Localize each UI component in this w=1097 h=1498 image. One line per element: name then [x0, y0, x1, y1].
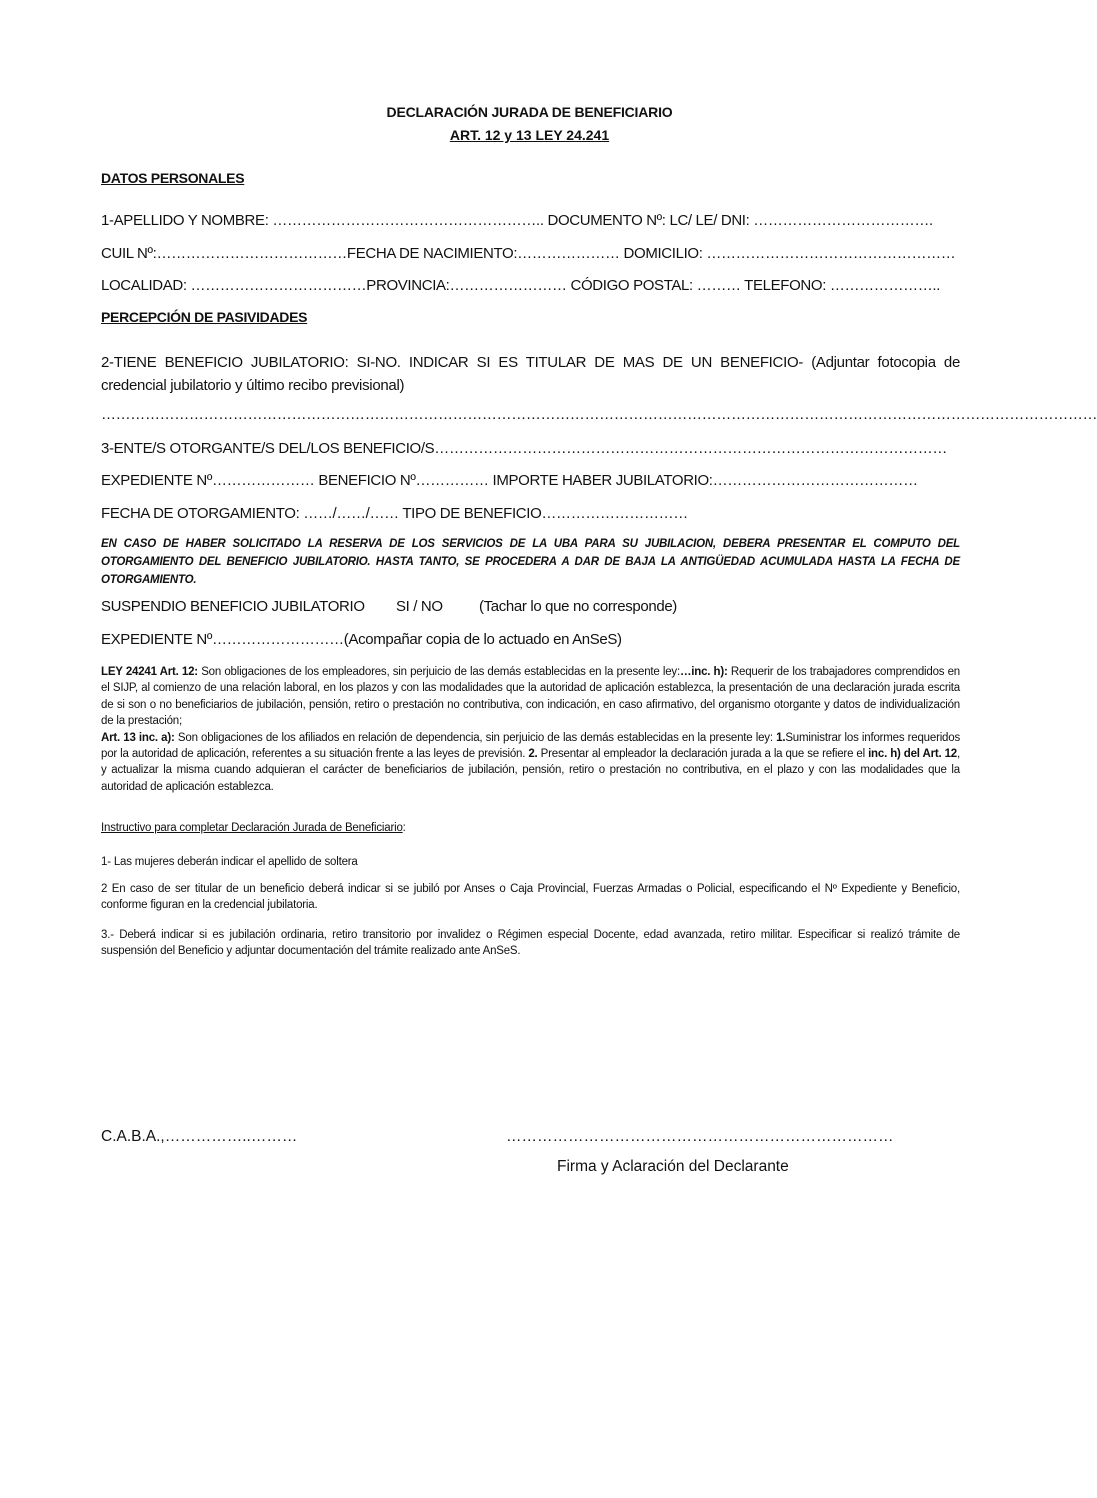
law-text-block — [101, 664, 960, 795]
field-line-expediente-anses: EXPEDIENTE Nº………………………(Acompañar copia de lo actuado en AnSeS) — [101, 631, 622, 648]
law-art13-n2: 2. — [528, 748, 538, 761]
field-line-cuil-nacimiento-domicilio: CUIL Nº:…………………………………FECHA DE NACIMIENTO:………………… DOMICILIO: …………………………………………… — [101, 245, 956, 262]
signature-place-date: C.A.B.A.,……………..……… — [101, 1128, 298, 1145]
law-art12-inc: …inc. h): — [679, 666, 728, 678]
document-subtitle: ART. 12 y 13 LEY 24.241 — [449, 127, 610, 143]
warning-notice: EN CASO DE HABER SOLICITADO LA RESERVA DE LOS SERVICIOS DE LA UBA PARA SU JUBILACION, DEBERA PRESENTAR EL COMPUTO DEL OTORGAMIENTO DEL BENEFICIO JUBILATORIO. HASTA TANTO, SE PROCEDERA A DAR DE BAJA LA ANTIGÜEDAD ACUMULADA HASTA LA FECHA DE OTORGAMIENTO. — [101, 538, 960, 586]
document-title: DECLARACIÓN JURADA DE BENEFICIARIO — [386, 104, 673, 120]
law-art13-text-c: Presentar al empleador la declaración jurada a la que se refiere el — [537, 748, 869, 761]
law-art13-text-d: , y actualizar la misma cuando adquieran el carácter de beneficiarios de jubilación, pensión, retiro o prestación no contributiva, en el plazo y con las modalidades que la autoridad de aplicación establezca. — [101, 748, 961, 793]
section-heading-percepcion: PERCEPCIÓN DE PASIVIDADES — [101, 309, 308, 325]
instructivo-item-1: 1- Las mujeres deberán indicar el apellido de soltera — [101, 856, 358, 868]
instructivo-heading-colon: : — [402, 822, 406, 834]
signature-caption: Firma y Aclaración del Declarante — [557, 1158, 789, 1175]
law-art12-text: Son obligaciones de los empleadores, sin perjuicio de las demás establecidas en la presente ley: — [197, 666, 680, 678]
field-line-expediente-beneficio: EXPEDIENTE Nº………………… BENEFICIO Nº…………… IMPORTE HABER JUBILATORIO:…………………………………… — [101, 472, 918, 489]
suspendio-label: SUSPENDIO BENEFICIO JUBILATORIO — [101, 598, 365, 615]
law-art13-label: Art. 13 inc. a): — [101, 731, 175, 744]
field-line-nombre-documento: 1-APELLIDO Y NOMBRE: ……………………………………………….. DOCUMENTO Nº: LC/ LE/ DNI: ………………………………. — [101, 212, 933, 229]
field-line-fecha-otorgamiento: FECHA DE OTORGAMIENTO: ……/……/…… TIPO DE BENEFICIO………………………… — [101, 505, 688, 522]
suspendio-note: (Tachar lo que no corresponde) — [479, 598, 677, 615]
law-art12-text-b: Requerir de los trabajadores comprendidos en el SIJP, al comienzo de una relación laboral, en los plazos y con las modalidades que la autoridad de aplicación establezca, la presentación de una declaración jurada escrita de si son o no beneficiarios de jubilación, pensión, retiro o prestación no contributiva, con indicación, en caso afirmativo, del organismo otorgante y datos de individualización de la prestación; — [101, 666, 960, 728]
law-art12-label: LEY 24241 Art. 12: — [101, 666, 198, 678]
field-line-localidad-provincia-telefono: LOCALIDAD: ………………………………PROVINCIA:…………………… CÓDIGO POSTAL: ……… TELEFONO: ………………….. — [101, 277, 941, 294]
instructivo-heading-text: Instructivo para completar Declaración Jurada de Beneficiario — [101, 822, 403, 834]
item-2-beneficio-jubilatorio: 2-TIENE BENEFICIO JUBILATORIO: SI-NO. INDICAR SI ES TITULAR DE MAS DE UN BENEFICIO- (Adjuntar fotocopia de credencial jubilatorio y último recibo previsional) — [101, 354, 960, 394]
law-art13-n1: 1. — [776, 731, 786, 744]
instructivo-item-3: 3.- Deberá indicar si es jubilación ordinaria, retiro transitorio por invalidez o Régimen especial Docente, edad avanzada, retiro militar. Especificar si realizó trámite de suspensión del Beneficio y adjuntar documentación del trámite realizado ante AnSeS. — [101, 929, 960, 957]
instructivo-heading — [101, 820, 406, 836]
law-art13-text-b: Suministrar los informes requeridos por la autoridad de aplicación, referentes a su situación frente a las leyes de previsión. — [101, 731, 960, 761]
law-art13-ref: inc. h) del Art. 12 — [868, 748, 958, 761]
signature-line: ………………………………………………………………… — [506, 1128, 894, 1145]
law-art13-text: Son obligaciones de los afiliados en relación de dependencia, sin perjuicio de las demás establecidas en la presente ley: — [174, 731, 777, 744]
instructivo-item-2: 2 En caso de ser titular de un beneficio deberá indicar si se jubiló por Anses o Caja Provincial, Fuerzas Armadas o Policial, especificando el Nº Expediente y Beneficio, conforme figuran en la credencial jubilatoria. — [101, 883, 960, 911]
dotted-answer-line: …………………………………………………………………………………………………………………………………………………………………………………… — [101, 406, 1097, 423]
section-heading-datos-personales: DATOS PERSONALES — [101, 170, 245, 186]
item-3-ente-otorgante: 3-ENTE/S OTORGANTE/S DEL/LOS BENEFICIO/S…………………………………………………………………………………………… — [101, 440, 948, 457]
suspendio-options: SI / NO — [396, 598, 443, 615]
